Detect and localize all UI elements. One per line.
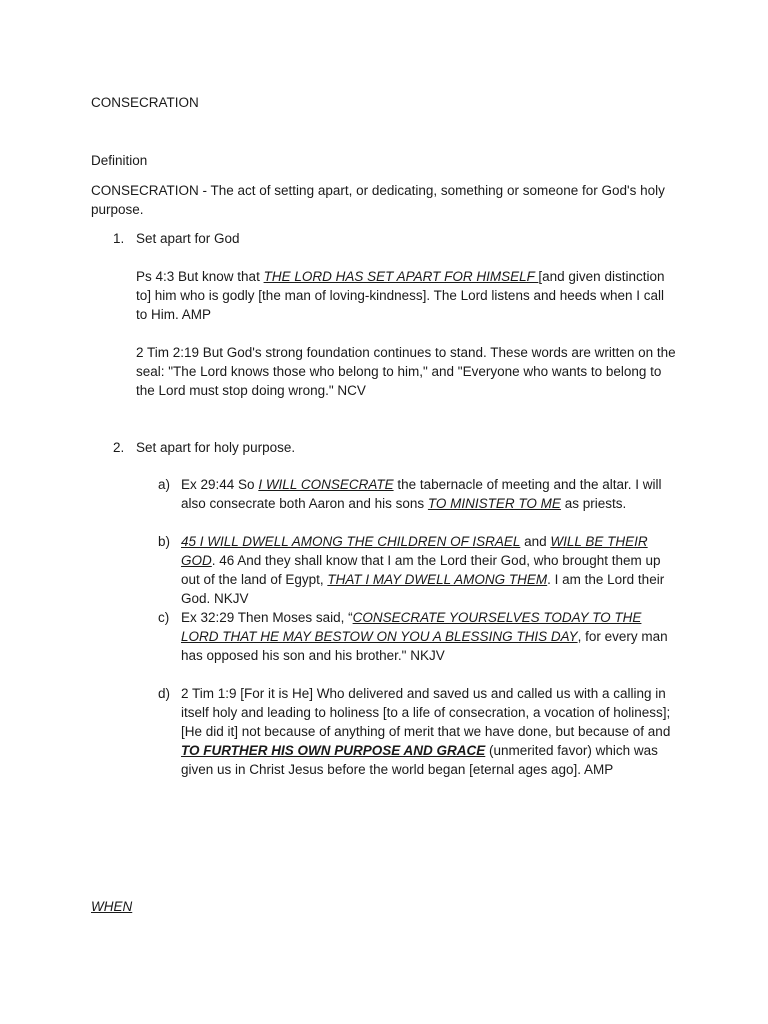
item-a-e1: I WILL CONSECRATE (258, 477, 394, 492)
ps43-paragraph (136, 267, 678, 324)
section1-heading: Set apart for God (136, 231, 240, 246)
footer-heading: WHEN (91, 899, 133, 914)
section1-number: 1. (113, 231, 125, 246)
ps43-suffix: [and given distinction to] him who is godly [the man of loving-kindness]. The Lord listens and heeds when I call to Him. AMP (136, 269, 665, 322)
item-d-e1: TO FURTHER HIS OWN PURPOSE AND GRACE (181, 743, 486, 758)
document-title: CONSECRATION (91, 95, 199, 110)
definition-paragraph (91, 181, 681, 219)
item-c-e1: CONSECRATE YOURSELVES TODAY TO THE LORD THAT HE MAY BESTOW ON YOU A BLESSING THIS DAY (181, 610, 642, 644)
item-b-text (181, 532, 678, 608)
definition-heading: Definition (91, 153, 148, 168)
ps43-prefix: Ps 4:3 But know that (136, 269, 264, 284)
item-b-e3: THAT I MAY DWELL AMONG THEM (327, 572, 548, 587)
item-a-t2: the tabernacle of meeting and the altar. I will also consecrate both Aaron and his sons (181, 477, 662, 511)
item-b-t3: . I am the Lord their God. NKJV (181, 572, 665, 606)
item-b-t1: and (520, 534, 551, 549)
item-d-text (181, 684, 678, 779)
item-a-e2: TO MINISTER TO ME (427, 496, 561, 511)
item-d-label: d) (158, 686, 171, 701)
item-b-t2: . 46 And they shall know that I am the Lord their God, who brought them up out of the land of Egypt, (181, 553, 661, 587)
section2-number: 2. (113, 440, 125, 455)
tim219-paragraph: 2 Tim 2:19 But God's strong foundation continues to stand. These words are written on the seal: "The Lord knows those who belong to him," and "Everyone who wants to belong to the Lord must stop doing wrong." NCV (136, 345, 676, 398)
item-a-label: a) (158, 477, 171, 492)
item-d-t2: (unmerited favor) which was given us in Christ Jesus before the world began [eternal ages ago]. AMP (181, 743, 658, 777)
item-c-t1: Ex 32:29 Then Moses said, “ (181, 610, 353, 625)
item-c-t2: , for every man has opposed his son and his brother." NKJV (181, 629, 668, 663)
item-a-t1: Ex 29:44 So (181, 477, 259, 492)
definition-term: CONSECRATION (91, 183, 199, 198)
ps43-emphasis: THE LORD HAS SET APART FOR HIMSELF (263, 269, 539, 284)
item-b-e2: WILL BE THEIR GOD (181, 534, 648, 568)
definition-text: - The act of setting apart, or dedicating, something or someone for God's holy purpose. (91, 183, 665, 217)
item-c-label: c) (158, 610, 170, 625)
item-b-label: b) (158, 534, 171, 549)
item-a-text (181, 475, 678, 513)
section2-heading: Set apart for holy purpose. (136, 440, 296, 455)
item-c-text (181, 608, 678, 665)
item-d-t1: 2 Tim 1:9 [For it is He] Who delivered and saved us and called us with a calling in itself holy and leading to holiness [to a life of consecration, a vocation of holiness]; [He did it] not because of anything of merit that we have done, but because of and (181, 686, 671, 739)
item-b-e1: 45 I WILL DWELL AMONG THE CHILDREN OF ISRAEL (181, 534, 521, 549)
item-a-t3: as priests. (560, 496, 627, 511)
